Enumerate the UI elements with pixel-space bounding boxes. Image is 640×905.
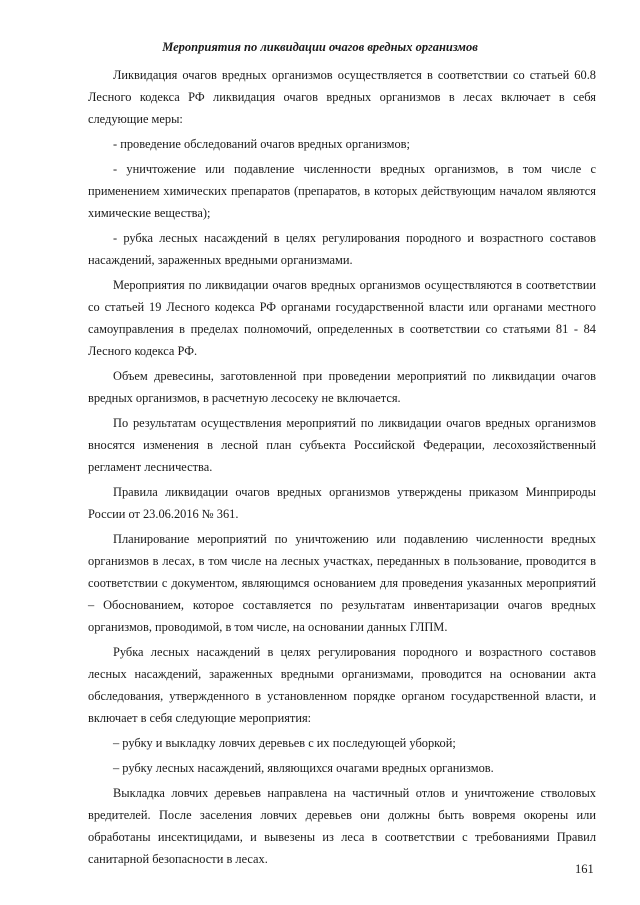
paragraph-7: Рубка лесных насаждений в целях регулирования породного и возрастного составов лесных насаждений, зараженных вредными организмами, проводится на основании акта обследования, утвержденного в установленном порядке органом государственной власти, и включает в себя следующие мероприятия: — [88, 645, 596, 725]
section-title: Мероприятия по ликвидации очагов вредных организмов — [162, 40, 478, 54]
paragraph-4: По результатам осуществления мероприятий по ликвидации очагов вредных организмов вносятся изменения в лесной план субъекта Российской Федерации, лесохозяйственный регламент лесничества. — [88, 416, 596, 474]
list-item-4: – рубку и выкладку ловчих деревьев с их последующей уборкой; — [113, 736, 456, 750]
paragraph-2: Мероприятия по ликвидации очагов вредных организмов осуществляются в соответствии со статьей 19 Лесного кодекса РФ органами государственной власти или органами местного самоуправления в пределах полномочий, определенных в соответствии со статьями 81 - 84 Лесного кодекса РФ. — [88, 278, 596, 358]
list-item-2: - уничтожение или подавление численности вредных организмов, в том числе с применением химических препаратов (препаратов, в которых действующим началом являются химические вещества); — [88, 162, 596, 220]
paragraph-3: Объем древесины, заготовленной при проведении мероприятий по ликвидации очагов вредных организмов, в расчетную лесосеку не включается. — [88, 369, 596, 405]
list-item-3: - рубка лесных насаждений в целях регулирования породного и возрастного составов насаждений, зараженных вредными организмами. — [88, 231, 596, 267]
paragraph-5: Правила ликвидации очагов вредных организмов утверждены приказом Минприроды России от 23.06.2016 № 361. — [88, 485, 596, 521]
paragraph-6: Планирование мероприятий по уничтожению или подавлению численности вредных организмов в лесах, в том числе на лесных участках, переданных в пользование, проводится в соответствии с документом, являющимся основанием для проведения указанных мероприятий – Обоснованием, которое составляется по результатам инвентаризации очагов вредных организмов, проводимой, в том числе, на основании данных ГЛПМ. — [88, 532, 596, 634]
list-item-5: – рубку лесных насаждений, являющихся очагами вредных организмов. — [113, 761, 494, 775]
paragraph-1: Ликвидация очагов вредных организмов осуществляется в соответствии со статьей 60.8 Лесного кодекса РФ ликвидация очагов вредных организмов в лесах включает в себя следующие меры: — [88, 68, 596, 126]
document-body — [88, 64, 596, 873]
paragraph-8: Выкладка ловчих деревьев направлена на частичный отлов и уничтожение стволовых вредителей. После заселения ловчих деревьев они должны быть вовремя окорены или обработаны инсектицидами, и вывезены из леса в соответствии с требованиями Правил санитарной безопасности в лесах. — [88, 786, 596, 866]
page-number: 161 — [575, 862, 594, 876]
list-item-1: - проведение обследований очагов вредных организмов; — [113, 137, 410, 151]
